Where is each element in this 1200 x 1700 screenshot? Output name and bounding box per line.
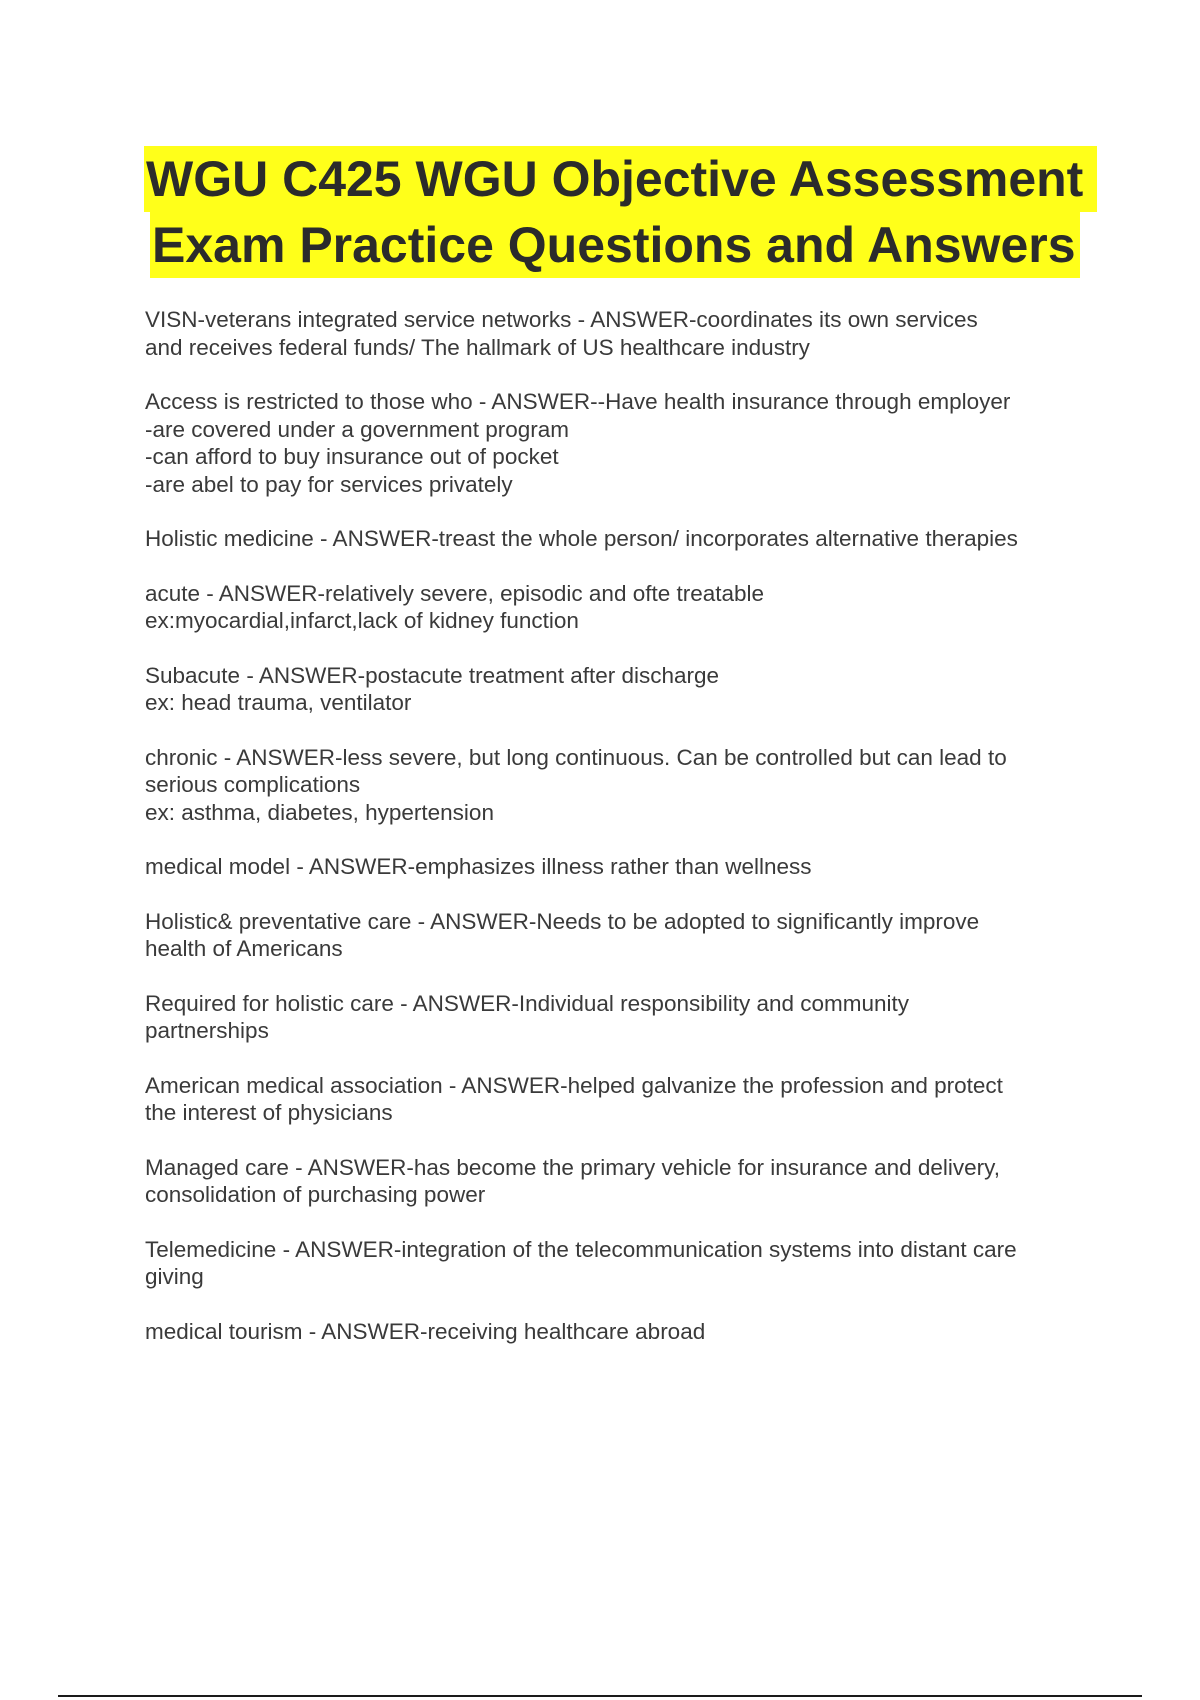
qa-item: [145, 1072, 1105, 1127]
qa-text-line: ex: asthma, diabetes, hypertension: [145, 799, 494, 825]
qa-text-line: American medical association - ANSWER-helped galvanize the profession and protect: [145, 1072, 1003, 1098]
qa-text-line: medical model - ANSWER-emphasizes illness rather than wellness: [145, 854, 812, 879]
qa-text-line: chronic - ANSWER-less severe, but long continuous. Can be controlled but can lead to: [145, 744, 1007, 770]
qa-item: [145, 580, 1105, 635]
qa-item: [145, 306, 1105, 361]
qa-text-line: partnerships: [145, 1018, 269, 1043]
qa-item: [145, 1236, 1105, 1291]
qa-text-line: health of Americans: [145, 936, 343, 961]
qa-text-line: giving: [145, 1264, 204, 1289]
qa-item: [145, 662, 1105, 717]
question-answer-list: [145, 306, 1105, 1372]
qa-text-line: -are covered under a government program: [145, 416, 569, 442]
document-title: [144, 146, 1144, 278]
qa-text-line: acute - ANSWER-relatively severe, episodic and ofte treatable: [145, 580, 765, 606]
qa-item: [145, 1154, 1105, 1209]
qa-item: [145, 525, 1105, 553]
title-line-2: Exam Practice Questions and Answers: [150, 212, 1080, 278]
title-line-1: WGU C425 WGU Objective Assessment: [144, 146, 1097, 212]
qa-text-line: serious complications: [145, 772, 361, 797]
qa-text-line: Holistic& preventative care - ANSWER-Needs to be adopted to significantly improve: [145, 908, 980, 934]
qa-text-line: Holistic medicine - ANSWER-treast the whole person/ incorporates alternative therapies: [145, 526, 1018, 551]
qa-text-line: Required for holistic care - ANSWER-Individual responsibility and community: [145, 990, 910, 1016]
qa-item: [145, 990, 1105, 1045]
qa-text-line: VISN-veterans integrated service networks - ANSWER-coordinates its own services: [145, 307, 978, 332]
qa-text-line: -are abel to pay for services privately: [145, 471, 513, 497]
qa-text-line: ex: head trauma, ventilator: [145, 690, 412, 715]
qa-text-line: medical tourism - ANSWER-receiving healthcare abroad: [145, 1318, 706, 1344]
qa-item: [145, 853, 1105, 881]
qa-text-line: and receives federal funds/ The hallmark of US healthcare industry: [145, 334, 810, 360]
qa-text-line: -can afford to buy insurance out of pocket: [145, 444, 559, 469]
qa-item: [145, 908, 1105, 963]
qa-text-line: ex:myocardial,infarct,lack of kidney function: [145, 608, 579, 633]
qa-text-line: Access is restricted to those who - ANSWER--Have health insurance through employer: [145, 389, 1011, 414]
qa-item: [145, 1318, 1105, 1346]
qa-text-line: Managed care - ANSWER-has become the primary vehicle for insurance and delivery,: [145, 1154, 1000, 1180]
qa-text-line: the interest of physicians: [145, 1100, 393, 1125]
qa-text-line: consolidation of purchasing power: [145, 1182, 486, 1207]
qa-item: [145, 744, 1105, 827]
qa-item: [145, 388, 1105, 498]
footer-divider: [58, 1695, 1142, 1697]
qa-text-line: Telemedicine - ANSWER-integration of the telecommunication systems into distant care: [145, 1236, 1017, 1262]
qa-text-line: Subacute - ANSWER-postacute treatment after discharge: [145, 662, 720, 688]
